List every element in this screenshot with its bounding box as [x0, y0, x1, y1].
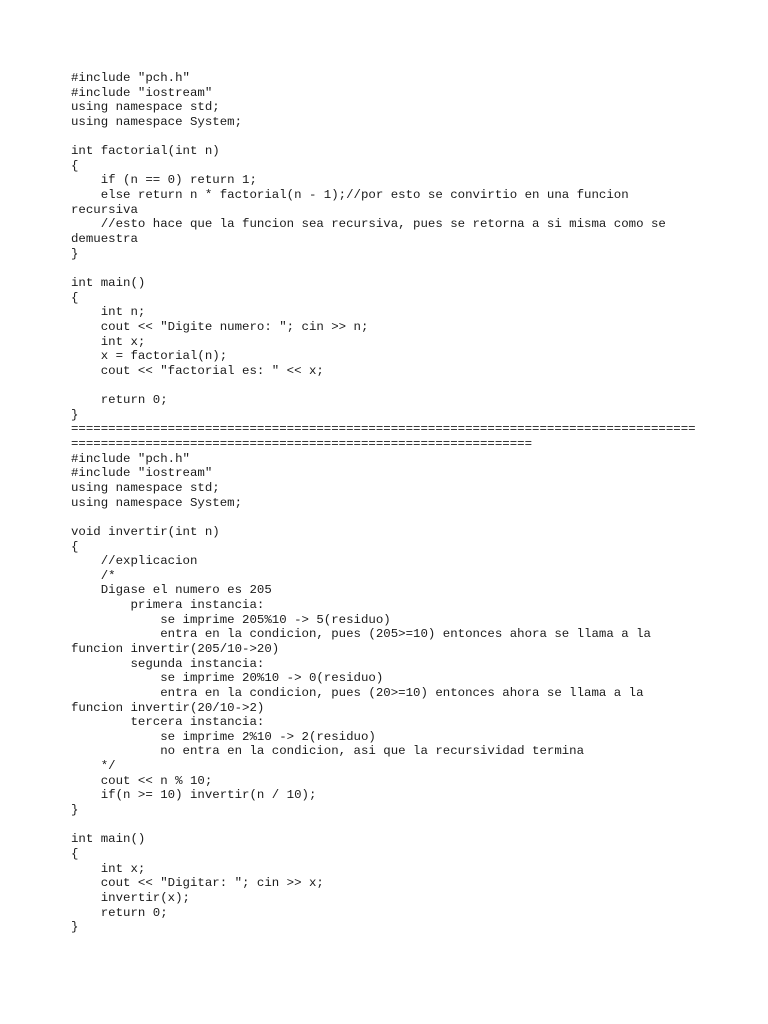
- code-line: int x;: [71, 334, 146, 349]
- code-line: cout << "Digitar: "; cin >> x;: [71, 876, 324, 891]
- code-line: se imprime 205%10 -> 5(residuo): [71, 612, 391, 627]
- code-line: cout << "Digite numero: "; cin >> n;: [71, 319, 369, 334]
- code-line: recursiva: [71, 202, 138, 217]
- code-line: ==============================================================: [71, 437, 533, 452]
- code-line: return 0;: [71, 905, 168, 920]
- code-line: cout << "factorial es: " << x;: [71, 363, 324, 378]
- code-line: if (n == 0) return 1;: [71, 173, 257, 188]
- code-line: /*: [71, 568, 116, 583]
- code-line: entra en la condicion, pues (20>=10) entonces ahora se llama a la: [71, 685, 644, 700]
- code-line: se imprime 20%10 -> 0(residuo): [71, 671, 384, 686]
- code-line: //explicacion: [71, 554, 198, 569]
- code-line: return 0;: [71, 393, 168, 408]
- document-page: [71, 71, 711, 935]
- code-line: cout << n % 10;: [71, 773, 213, 788]
- code-line: }: [71, 407, 79, 422]
- code-line: [71, 130, 711, 145]
- code-line: }: [71, 803, 79, 818]
- code-line: using namespace std;: [71, 100, 220, 115]
- code-line: void invertir(int n): [71, 524, 220, 539]
- code-line: */: [71, 759, 116, 774]
- code-line: [71, 261, 711, 276]
- code-line: tercera instancia:: [71, 715, 265, 730]
- code-line: int n;: [71, 305, 146, 320]
- code-line: entra en la condicion, pues (205>=10) entonces ahora se llama a la: [71, 627, 651, 642]
- code-line: demuestra: [71, 232, 138, 247]
- code-line: using namespace System;: [71, 114, 243, 129]
- code-line: funcion invertir(205/10->20): [71, 641, 280, 656]
- code-line: {: [71, 158, 79, 173]
- code-line: int factorial(int n): [71, 144, 220, 159]
- code-line: if(n >= 10) invertir(n / 10);: [71, 788, 317, 803]
- code-line: #include "pch.h": [71, 71, 190, 85]
- code-line: int main(): [71, 275, 146, 290]
- code-line: segunda instancia:: [71, 656, 265, 671]
- code-line: #include "iostream": [71, 466, 213, 481]
- code-line: int x;: [71, 861, 146, 876]
- code-line: //esto hace que la funcion sea recursiva, pues se retorna a si misma como se: [71, 217, 666, 232]
- code-line: [71, 818, 711, 833]
- code-line: se imprime 2%10 -> 2(residuo): [71, 729, 376, 744]
- code-line: using namespace std;: [71, 480, 220, 495]
- code-line: x = factorial(n);: [71, 349, 228, 364]
- code-line: {: [71, 846, 79, 861]
- code-line: #include "iostream": [71, 85, 213, 100]
- code-line: else return n * factorial(n - 1);//por esto se convirtio en una funcion: [71, 188, 629, 203]
- code-line: Digase el numero es 205: [71, 583, 272, 598]
- code-line: }: [71, 920, 79, 935]
- code-line: {: [71, 539, 79, 554]
- code-line: [71, 510, 711, 525]
- code-line: primera instancia:: [71, 598, 265, 613]
- code-line: using namespace System;: [71, 495, 243, 510]
- code-line: }: [71, 246, 79, 261]
- code-line: invertir(x);: [71, 890, 190, 905]
- code-line: {: [71, 290, 79, 305]
- code-line: int main(): [71, 832, 146, 847]
- code-line: no entra en la condicion, asi que la recursividad termina: [71, 744, 585, 759]
- code-line: ====================================================================================: [71, 422, 696, 437]
- code-line: funcion invertir(20/10->2): [71, 700, 265, 715]
- code-line: [71, 378, 711, 393]
- code-line: #include "pch.h": [71, 451, 190, 466]
